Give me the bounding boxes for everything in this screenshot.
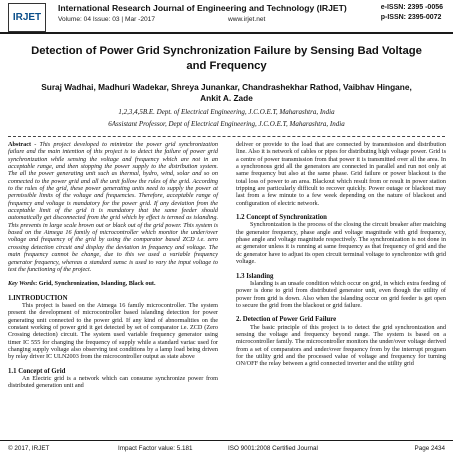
islanding-text: Islanding is an unsafe condition which occur on grid, in which extra feeding of power is done to grid from distributed generator unit, even though the utility of power from grid is down. Also when the islanding occur on grid feeder is get open to secure the grid from the blackout or grid failure.: [236, 279, 446, 309]
concept-of-grid-text: An Electric grid is a network which can consume synchronize power from distributed generation unit and: [8, 374, 218, 390]
header-divider: [0, 32, 453, 34]
keywords-text: : Grid, Synchronization, Islanding, Black out.: [35, 280, 156, 288]
issn-block: [381, 3, 443, 23]
detection-text: The basic principle of this project is to detect the grid synchronization and sensing the voltage and frequency beyond range. The system is based on a microcontroller family. The microcontroller monitors the under/over voltage derived from a set of comparators and under/over frequency from by the interrupt program for the utility grid and the processed value of voltage and frequency for turning ON/OFF the relay between a grid connected inverter and the utility grid: [236, 323, 446, 368]
title-divider: [8, 136, 445, 137]
section-heading-islanding: 1.3 Islanding: [236, 272, 274, 280]
paper-title: Detection of Power Grid Synchronization Failure by Sensing Bad Voltage and Frequency: [31, 45, 422, 72]
abstract-text: - This project developed to minimize the power grid synchronization failure and the main intention of this project is to detect the failure of power grid synchronization while sensing the voltage and frequency which are not in an acceptable range, and then stopping the power supply to the distribution system. The all the power generating unit such as thermal, hydro, wind, solar and so on connected to the power grid and all the unit follow the rules of the grid. According to the rules of the grid, these power generating units need to supply the power at permissible limits of the voltage and frequencies. Therefore, acceptable range of frequency and voltage is mandatory for the power grid. If any deviation from the acceptable limit of the grid it is mandatory that the same feeder should automatically get disconnected from the grid which by effect is termed as islanding. This prevents in large scale brown out or black out of the grid power. This system is based on the Atmega 16 family of microcontroller which monitor the under/over voltage and frequency of the grid by using the comparator based ZCD i.e. zero crossing detection circuit and display the deviation in frequency and voltage. The main frequency cannot be change, due to this we used a variable frequency generator frequency, whereas a standard sunsc is used to vary the input voltage to test the functioning of the project.: [8, 141, 218, 273]
introduction-text: This project is based on the Atmega 16 family microcontroller. The system present the development of microcontroller based islanding detection for power generating unit connected to the power grid. If any kind of abnormalities on the constant working of power grid it get detected by set of comparator i.e. ZCD (Zero Crossing detection) circuit. The system used variable frequency generator using timer IC 555 for changing the frequency of supply while a standard variac used for changing supply voltage also observing test conditions by a lamp load being driven by relay driver IC ULN2003 from the microcontroller output as state above: [8, 301, 218, 361]
section-heading-synchronization: 1.2 Concept of Synchronization: [236, 214, 327, 222]
section-heading-concept-of-grid: 1.1 Concept of Grid: [8, 367, 66, 375]
right-column: [236, 141, 446, 368]
journal-logo: IRJET: [8, 3, 46, 32]
eissn: e-ISSN: 2395 -0056: [380, 4, 443, 11]
section-heading-detection: 2. Detection of Power Grid Failure: [236, 316, 337, 324]
journal-header: [0, 0, 453, 34]
journal-website-link[interactable]: www.irjet.net: [228, 16, 266, 23]
pissn: p-ISSN: 2395-0072: [380, 14, 442, 21]
section-heading-introduction: 1.INTRODUCTION: [8, 294, 68, 302]
affiliation-students: 1,2,3,4,5B.E. Dept. of Electrical Engineering, J.C.O.E.T, Maharashtra, India: [118, 108, 335, 116]
abstract-label: Abstract: [8, 141, 32, 148]
left-column: [8, 141, 218, 390]
concept-of-grid-continued: deliver or provide to the load that are connected by transmission and distribution line. Also it is network of cables or pipes for distributing high voltage power. Grid is a centre of power transmission from that power it is transmitted over all the area. In a synchronous grid all the generators are connected in parallel and run not only at same frequency but also at the same phase. Grid failure or power blackout is the total loss of power to an area. Blackout which result from or result in power station tripping are particularly difficult to recover quickly. Power outage or blackout may last from a few minute to a few week depending on the nature of blackout and configuration of electric network.: [236, 141, 446, 207]
paper-authors: Suraj Wadhai, Madhuri Wadekar, Shreya Junankar, Chandrashekhar Rathod, Vaibhav Hingane, Ankit A. Zade: [41, 82, 412, 103]
footer-copyright: © 2017, IRJET: [8, 445, 50, 452]
keywords: [8, 280, 218, 287]
synchronization-text: Synchronization is the process of the closing the circuit breaker after matching the generator frequency, phase angle and voltage magnitude with grid frequency, phase angle and voltage magnitude respectively. The synchronization is not done in ac generator unless it is running at same frequency as that frequency of grid and the dc generator have to adjust its open circuit terminal voltage to synchronize with grid voltage.: [236, 221, 446, 266]
footer-iso: ISO 9001:2008 Certified Journal: [228, 445, 318, 452]
footer-page-number: Page 2434: [414, 445, 445, 452]
journal-name: International Research Journal of Engineering and Technology (IRJET): [58, 3, 347, 13]
journal-volume-line: [58, 15, 388, 24]
volume-issue: Volume: 04 Issue: 03 | Mar -2017: [58, 16, 156, 23]
abstract: [8, 141, 218, 273]
page-footer: [8, 444, 445, 453]
footer-impact-factor: Impact Factor value: 5.181: [118, 445, 193, 452]
footer-divider: [0, 440, 453, 441]
affiliation-professor: 6Assistant Professor, Dept of Electrical Engineering, J.C.O.E.T, Maharashtra, India: [108, 120, 345, 128]
keywords-label: Key Words: [8, 280, 36, 288]
